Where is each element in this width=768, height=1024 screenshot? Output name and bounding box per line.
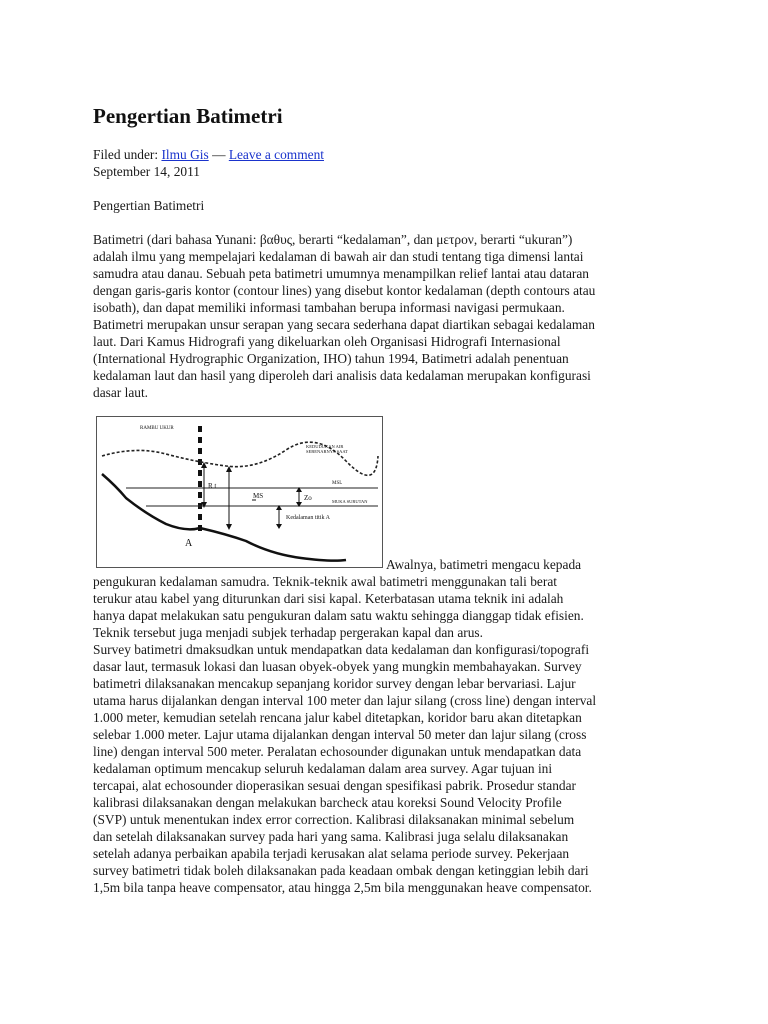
label-point-a: A	[185, 538, 193, 549]
intro-line: Batimetri merupakan unsur serapan yang secara sederhana dapat diartikan sebagai kedalaman	[93, 317, 595, 332]
label-muka-surutan: MUKA SURUTAN	[332, 499, 368, 504]
diagram-frame	[97, 417, 383, 568]
body-line: survey batimetri tidak boleh dilaksanakan pada keadaan ombak dengan ketinggian lebih dari	[93, 863, 589, 878]
filed-under-label: Filed under:	[93, 147, 159, 162]
post-meta	[93, 146, 324, 180]
meta-separator: —	[212, 147, 226, 162]
label-kedalaman-a: Kedalaman titik A	[286, 515, 330, 521]
body-line: line) dengan interval 500 meter. Peralatan echosounder digunakan untuk mendapatkan data	[93, 744, 582, 759]
bathymetry-diagram	[96, 416, 384, 568]
body-line: (SVP) untuk menentukan index error correction. Kalibrasi dilaksanakan minimal sebelum	[93, 812, 575, 827]
body-line: dan setelah dilaksanakan survey pada hari yang sama. Kalibrasi juga selalu dilaksanakan	[93, 829, 569, 844]
body-line: dasar laut, termasuk lokasi dan luasan obyek-obyek yang mungkin membahayakan. Survey	[93, 659, 582, 674]
post-figure-text-start: Awalnya, batimetri mengacu kepada	[386, 557, 582, 572]
intro-line: kedalaman laut dan hasil yang diperoleh dari analisis data kedalaman merupakan konfigurasi	[93, 368, 591, 383]
intro-line: dasar laut.	[93, 385, 149, 400]
intro-line: laut. Dari Kamus Hidrografi yang dikeluarkan oleh Organisasi Hidrografi Internasional	[93, 334, 561, 349]
label-zo: Zo	[304, 494, 312, 502]
label-kedudukan-air: KEDUDUKAN AIR	[306, 444, 344, 449]
label-sesaat: SEBENARNYA SAAT	[306, 449, 348, 454]
intro-line: (International Hydrographic Organization, IHO) tahun 1994, Batimetri adalah penentuan	[93, 351, 569, 366]
body-paragraph	[93, 573, 683, 896]
body-line: terukur atau kabel yang diturunkan dari sisi kapal. Keterbatasan utama teknik ini adalah	[93, 591, 564, 606]
body-line: batimetri dilaksanakan mencakup sepanjang koridor survey dengan lebar bervariasi. Lajur	[93, 676, 576, 691]
body-line: utama harus dijalankan dengan interval 100 meter dan lajur silang (cross line) dengan interval	[93, 693, 597, 708]
post-date: September 14, 2011	[93, 164, 200, 179]
intro-line: adalah ilmu yang mempelajari kedalaman di bawah air dan studi tentang tiga dimensi lantai	[93, 249, 584, 264]
intro-paragraph	[93, 231, 683, 401]
body-line: kalibrasi dilaksanakan dengan melakukan barcheck atau koreksi Sound Velocity Profile	[93, 795, 562, 810]
body-line: Teknik tersebut juga menjadi subjek terhadap pergerakan kapal dan arus.	[93, 625, 483, 640]
body-line: 1.000 meter, kemudian setelah rencana jalur kabel ditetapkan, koridor baru akan ditetapkan	[93, 710, 582, 725]
leave-comment-link[interactable]: Leave a comment	[228, 147, 324, 162]
category-link[interactable]: Ilmu Gis	[161, 147, 209, 162]
label-ms: MS	[253, 492, 264, 500]
body-line: 1,5m bila tanpa heave compensator, atau hingga 2,5m bila menggunakan heave compensator.	[93, 880, 592, 895]
page-title: Pengertian Batimetri	[93, 104, 283, 128]
label-rambu-ukur: RAMBU UKUR	[140, 426, 174, 431]
body-line: hanya dapat melakukan satu pengukuran dalam satu waktu sehingga dianggap tidak efisien.	[93, 608, 584, 623]
intro-line: samudra atau danau. Sebuah peta batimetri umumnya menampilkan relief lantai atau dataran	[93, 266, 590, 281]
body-line: setelah adanya perbaikan apabila terjadi kerusakan alat selama periode survey. Pekerjaan	[93, 846, 570, 861]
label-msl: MSL	[332, 481, 343, 486]
intro-line: Batimetri (dari bahasa Yunani: βαθυς, berarti “kedalaman”, dan μετρον, berarti “ukuran”)	[93, 232, 573, 247]
body-line: Survey batimetri dmaksudkan untuk mendapatkan data kedalaman dan konfigurasi/topografi	[93, 642, 590, 657]
intro-line: isobath), dan dapat memiliki informasi tambahan berupa informasi navigasi permukaan.	[93, 300, 565, 315]
body-line: tercapai, alat echosounder dioperasikan sesuai dengan spesifikasi pabrik. Prosedur standar	[93, 778, 577, 793]
body-line: selebar 1.000 meter. Lajur utama dijalankan dengan interval 50 meter dan lajur silang (cross	[93, 727, 587, 742]
section-subheading: Pengertian Batimetri	[93, 198, 205, 213]
intro-line: dengan garis-garis kontor (contour lines) yang disebut kontor kedalaman (depth contours atau	[93, 283, 596, 298]
post-meta-line	[93, 146, 324, 163]
body-line: pengukuran kedalaman samudra. Teknik-teknik awal batimetri menggunakan tali berat	[93, 574, 557, 589]
label-rt: R t	[208, 482, 217, 490]
body-line: kedalaman optimum mencakup seluruh kedalaman dalam area survey. Agar tujuan ini	[93, 761, 553, 776]
